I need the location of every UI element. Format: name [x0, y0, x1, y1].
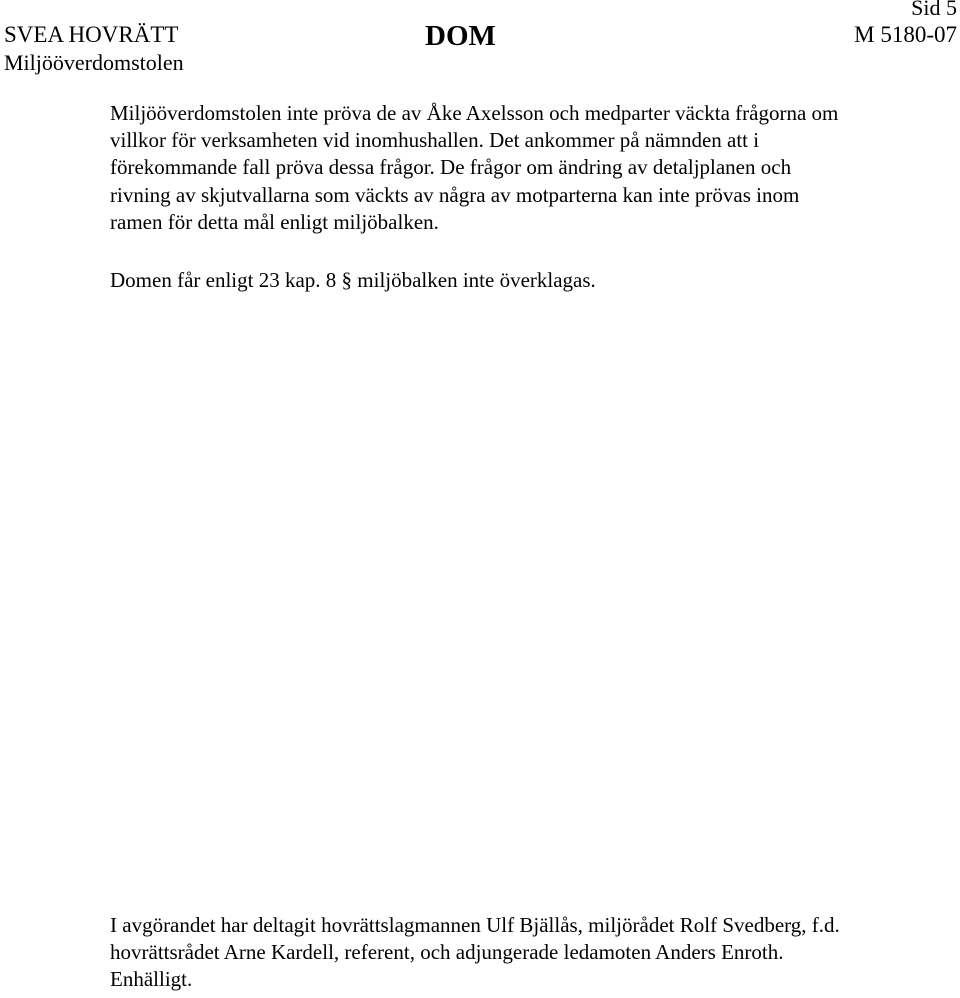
text-line: förekommande fall pröva dessa frågor. De frågor om ändring av detaljplanen och: [110, 155, 792, 180]
text-line: rivning av skjutvallarna som väckts av några av motparterna kan inte prövas inom: [110, 182, 800, 207]
page-number: Sid 5: [911, 0, 957, 20]
text-line: hovrättsrådet Arne Kardell, referent, och adjungerade ledamoten Anders Enroth.: [110, 940, 784, 965]
document-type: DOM: [425, 20, 496, 52]
paragraph-appeal-notice: [110, 267, 955, 294]
text-line: villkor för verksamheten vid inomhushallen. Det ankommer på nämnden att i: [110, 128, 760, 153]
text-line: I avgörandet har deltagit hovrättslagmannen Ulf Bjällås, miljörådet Rolf Svedberg, f.d.: [110, 913, 840, 937]
paragraph-decision: [110, 100, 955, 236]
division-name: Miljööverdomstolen: [4, 50, 184, 75]
paragraph-participants: [110, 912, 955, 994]
case-number: M 5180-07: [854, 22, 957, 47]
text-line: Enhälligt.: [110, 967, 193, 992]
text-line: Domen får enligt 23 kap. 8 § miljöbalken inte överklagas.: [110, 268, 596, 292]
text-line: ramen för detta mål enligt miljöbalken.: [110, 209, 439, 234]
court-name: SVEA HOVRÄTT: [4, 22, 179, 47]
text-line: Miljööverdomstolen inte pröva de av Åke Axelsson och medparter väckta frågorna om: [110, 101, 839, 125]
